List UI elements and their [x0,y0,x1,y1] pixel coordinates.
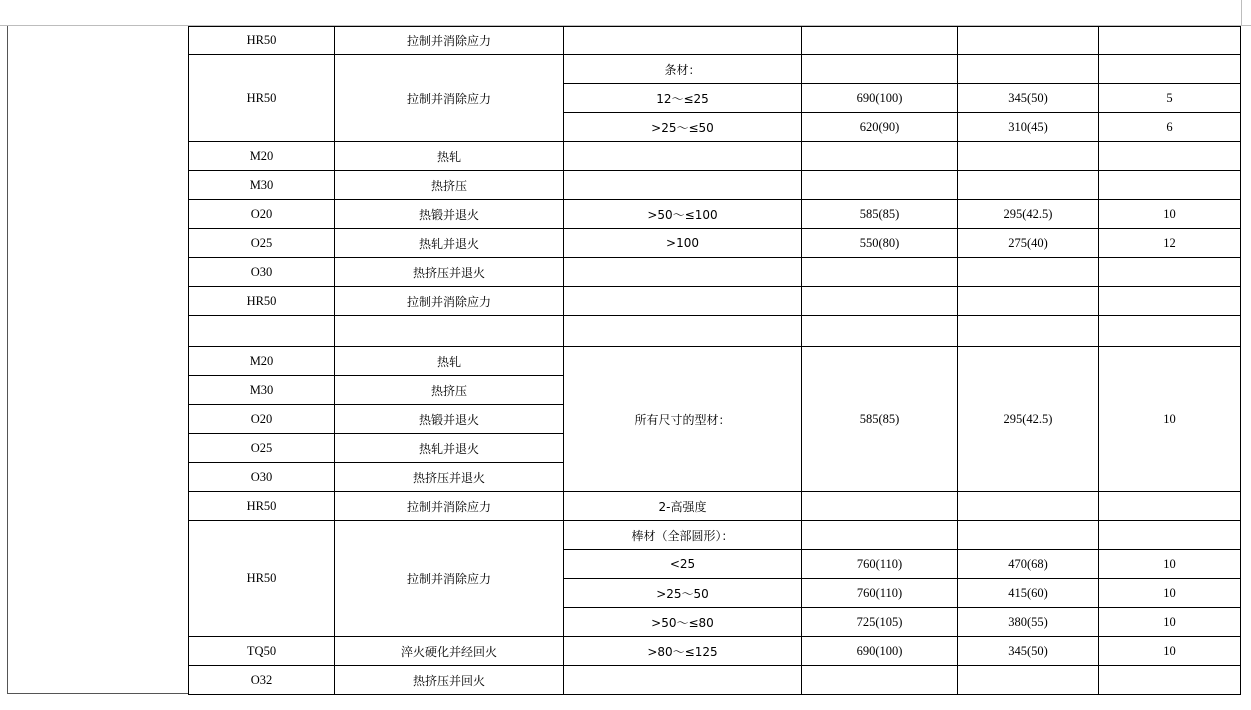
cell-size: >25〜50 [563,578,802,608]
cell-elongation [1098,26,1241,55]
cell-size [563,315,802,347]
cell-tensile: 550(80) [801,228,958,258]
cell-condition: 拉制并消除应力 [334,26,564,55]
cell-condition [334,315,564,347]
cell-condition: 热挤压并回火 [334,665,564,695]
cell-grade: O30 [188,257,335,287]
cell-grade: M30 [188,375,335,405]
cell-tensile: 620(90) [801,112,958,142]
cell-size: 棒材（全部圆形）： [563,520,802,550]
cell-elongation [1098,491,1241,521]
cell-elongation [1098,665,1241,695]
cell-tensile [801,520,958,550]
cell-condition: 热挤压 [334,170,564,200]
cell-size [563,286,802,316]
cell-condition: 热挤压并退火 [334,257,564,287]
cell-size [563,141,802,171]
cell-yield [957,665,1099,695]
cell-condition: 拉制并消除应力 [334,286,564,316]
cell-yield: 470(68) [957,549,1099,579]
cell-size: 12〜≤25 [563,83,802,113]
cell-tensile: 585(85) [801,199,958,229]
cell-size: >80〜≤125 [563,636,802,666]
cell-elongation: 5 [1098,83,1241,113]
cell-grade: O30 [188,462,335,492]
cell-size: >50〜≤100 [563,199,802,229]
cell-grade: O25 [188,433,335,463]
cell-elongation: 10 [1098,578,1241,608]
cell-size [563,26,802,55]
cell-size: 2-高强度 [563,491,802,521]
cell-elongation [1098,315,1241,347]
cell-yield [957,257,1099,287]
cell-grade: TQ50 [188,636,335,666]
page-corner-mark [1241,0,1242,25]
cell-condition: 热轧 [334,346,564,376]
cell-tensile: 690(100) [801,636,958,666]
cell-grade: M20 [188,346,335,376]
cell-elongation: 10 [1098,549,1241,579]
left-column-border [7,26,8,694]
cell-yield: 345(50) [957,636,1099,666]
cell-yield [957,54,1099,84]
cell-tensile [801,491,958,521]
cell-grade: HR50 [188,491,335,521]
cell-condition: 拉制并消除应力 [334,491,564,521]
cell-yield [957,26,1099,55]
cell-elongation: 10 [1098,199,1241,229]
cell-size: >100 [563,228,802,258]
cell-yield [957,141,1099,171]
cell-yield: 275(40) [957,228,1099,258]
cell-elongation: 6 [1098,112,1241,142]
cell-condition: 热轧并退火 [334,228,564,258]
cell-condition: 拉制并消除应力 [334,54,564,142]
cell-grade: O20 [188,199,335,229]
cell-elongation [1098,286,1241,316]
cell-grade: O32 [188,665,335,695]
cell-elongation [1098,54,1241,84]
cell-tensile [801,286,958,316]
cell-condition: 热轧并退火 [334,433,564,463]
cell-yield: 415(60) [957,578,1099,608]
cell-yield [957,315,1099,347]
cell-yield: 310(45) [957,112,1099,142]
cell-yield: 380(55) [957,607,1099,637]
cell-tensile: 760(110) [801,578,958,608]
cell-condition: 淬火硬化并经回火 [334,636,564,666]
cell-yield: 345(50) [957,83,1099,113]
cell-tensile: 760(110) [801,549,958,579]
cell-tensile: 690(100) [801,83,958,113]
cell-tensile: 725(105) [801,607,958,637]
cell-grade: HR50 [188,520,335,637]
cell-yield: 295(42.5) [957,199,1099,229]
cell-grade: O20 [188,404,335,434]
cell-grade: HR50 [188,286,335,316]
cell-elongation [1098,170,1241,200]
cell-yield: 295(42.5) [957,346,1099,492]
cell-grade: HR50 [188,54,335,142]
cell-grade: O25 [188,228,335,258]
left-column-bottom-border [7,693,188,694]
cell-tensile [801,141,958,171]
cell-size: 条材： [563,54,802,84]
cell-tensile [801,54,958,84]
cell-size: >50〜≤80 [563,607,802,637]
cell-tensile [801,315,958,347]
cell-condition: 热挤压并退火 [334,462,564,492]
cell-tensile [801,170,958,200]
cell-elongation [1098,141,1241,171]
cell-grade: HR50 [188,26,335,55]
cell-condition: 热锻并退火 [334,199,564,229]
cell-yield [957,520,1099,550]
cell-yield [957,286,1099,316]
cell-elongation [1098,257,1241,287]
cell-size: 所有尺寸的型材： [563,346,802,492]
cell-condition: 热锻并退火 [334,404,564,434]
properties-table [188,26,1240,694]
cell-size: <25 [563,549,802,579]
cell-grade: M30 [188,170,335,200]
cell-yield [957,170,1099,200]
cell-tensile [801,257,958,287]
cell-elongation: 10 [1098,346,1241,492]
cell-yield [957,491,1099,521]
cell-tensile [801,665,958,695]
cell-condition: 拉制并消除应力 [334,520,564,637]
cell-elongation [1098,520,1241,550]
cell-elongation: 12 [1098,228,1241,258]
cell-size: >25〜≤50 [563,112,802,142]
cell-size [563,257,802,287]
cell-grade: M20 [188,141,335,171]
cell-condition: 热挤压 [334,375,564,405]
cell-elongation: 10 [1098,636,1241,666]
cell-size [563,665,802,695]
cell-tensile: 585(85) [801,346,958,492]
cell-elongation: 10 [1098,607,1241,637]
cell-tensile [801,26,958,55]
cell-condition: 热轧 [334,141,564,171]
cell-size [563,170,802,200]
